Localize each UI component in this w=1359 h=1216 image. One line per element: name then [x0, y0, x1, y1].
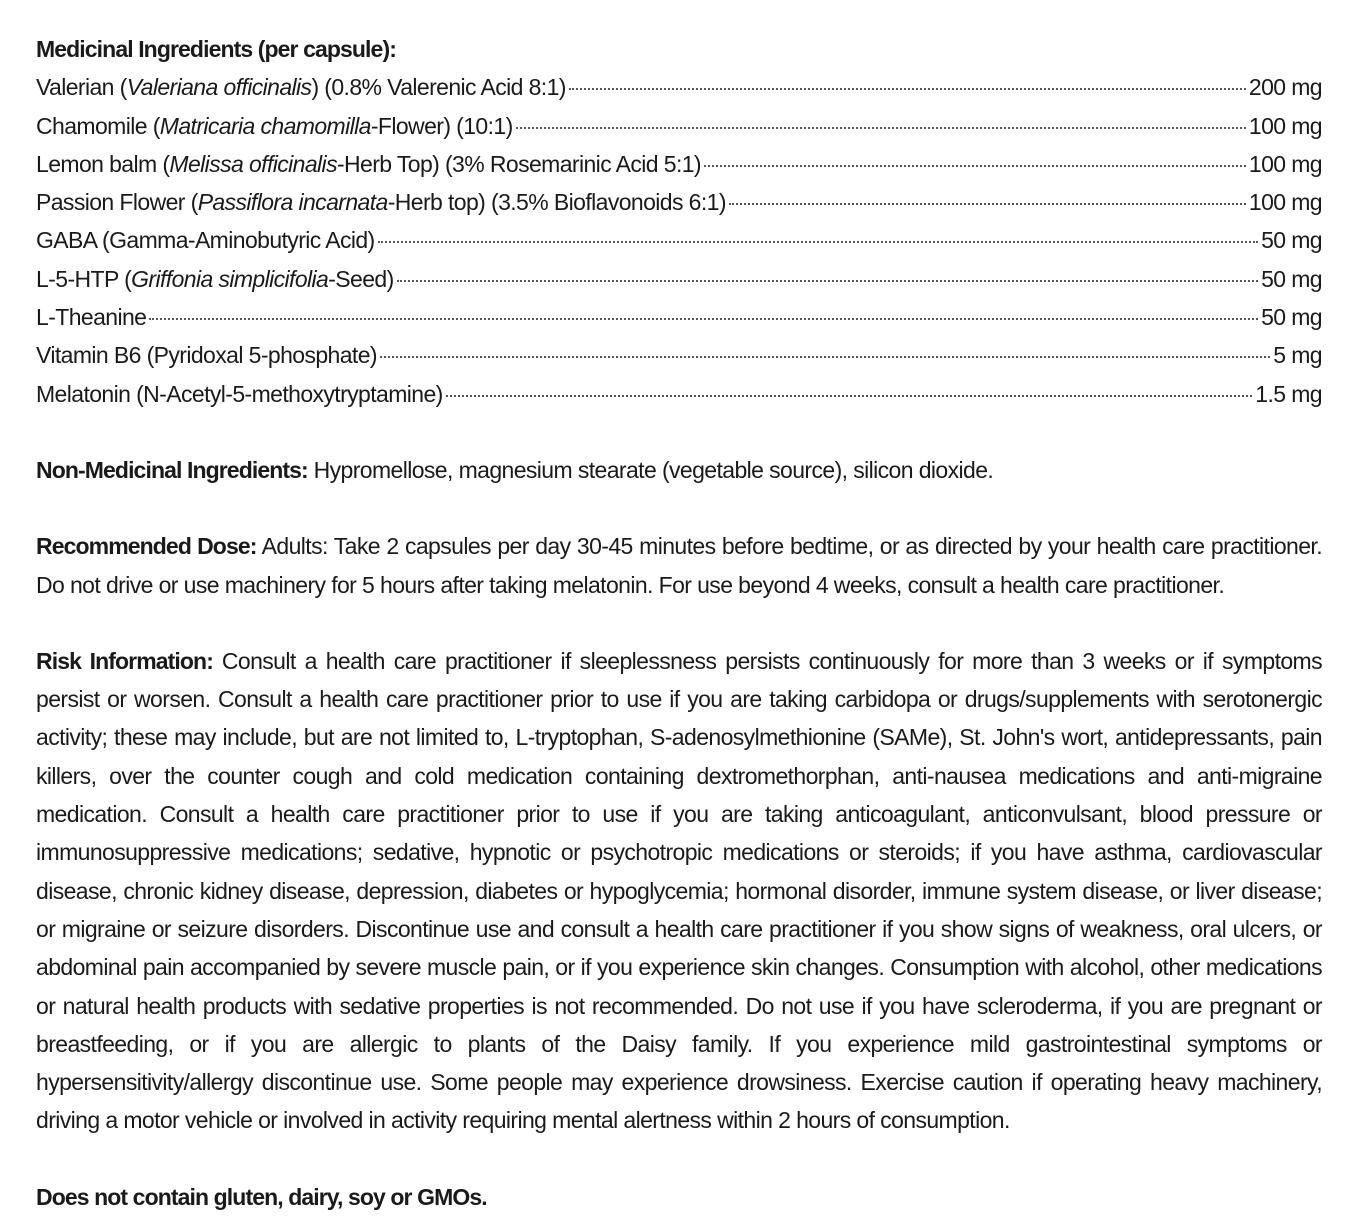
- risk-information-text: Consult a health care practitioner if sleeplessness persists continuously for more than 3 weeks or if symptoms persist or worsen. Consult a health care practitioner prior to use if you are taking carbidopa or drugs/supplements with serotonergic activity; these may include, but are not limited to, L-tryptophan, S-adenosylmethionine (SAMe), St. John's wort, antidepressants, pain killers, over the counter cough and cold medication containing dextromethorphan, anti-nausea medications and anti-migraine medication. Consult a health care practitioner prior to use if you are taking anticoagulant, anticonvulsant, blood pressure or immunosuppressive medications; sedative, hypnotic or psychotropic medications or steroids; if you have asthma, cardiovascular disease, chronic kidney disease, depression, diabetes or hypoglycemia; hormonal disorder, immune system disease, or liver disease; or migraine or seizure disorders. Discontinue use and consult a health care practitioner if you show signs of weakness, oral ulcers, or abdominal pain accompanied by severe muscle pain, or if you experience skin changes. Consumption with alcohol, other medications or natural health products with sedative properties is not recommended. Do not use if you have scleroderma, if you are pregnant or breastfeeding, or if you are allergic to plants of the Daisy family. If you experience mild gastrointestinal symptoms or hypersensitivity/allergy discontinue use. Some people may experience drowsiness. Exercise caution if operating heavy machinery, driving a motor vehicle or involved in activity requiring mental alertness within 2 hours of consumption.: [36, 647, 1323, 1134]
- dot-leader: [704, 165, 1246, 167]
- ingredient-amount: 50 mg: [1261, 265, 1322, 292]
- ingredient-row: [36, 336, 1322, 374]
- dot-leader: [446, 395, 1253, 397]
- ingredient-amount: 100 mg: [1248, 150, 1322, 177]
- non-medicinal-text: Hypromellose, magnesium stearate (vegetable source), silicon dioxide.: [307, 456, 994, 483]
- ingredient-amount: 200 mg: [1248, 74, 1322, 101]
- ingredient-name: L-Theanine: [36, 304, 147, 331]
- ingredient-amount: 100 mg: [1248, 112, 1322, 139]
- ingredient-name: GABA (Gamma-Aminobutyric Acid): [36, 227, 375, 254]
- ingredient-name: L-5-HTP (Griffonia simplicifolia-Seed): [36, 265, 394, 292]
- ingredient-amount: 50 mg: [1261, 227, 1322, 254]
- ingredient-row: [36, 107, 1322, 145]
- recommended-dose: [36, 527, 1322, 604]
- spacer: [36, 413, 1322, 451]
- medicinal-ingredients-heading: Medicinal Ingredients (per capsule):: [36, 36, 396, 62]
- ingredient-amount: 5 mg: [1273, 342, 1322, 369]
- ingredient-row: [36, 68, 1322, 106]
- dot-leader: [516, 127, 1246, 129]
- ingredient-name: Chamomile (Matricaria chamomilla-Flower) (10:1): [36, 112, 513, 139]
- ingredient-row: [36, 183, 1322, 221]
- dot-leader: [380, 356, 1270, 358]
- spacer: [36, 1140, 1322, 1178]
- ingredient-amount: 50 mg: [1261, 304, 1322, 331]
- recommended-dose-text: Adults: Take 2 capsules per day 30-45 minutes before bedtime, or as directed by your health care practitioner. Do not drive or use machinery for 5 hours after taking melatonin. For use beyond 4 weeks, consult a health care practitioner.: [36, 533, 1322, 598]
- recommended-dose-label: Recommended Dose:: [36, 533, 257, 560]
- risk-information-label: Risk Information:: [36, 647, 213, 674]
- medicinal-ingredients-list: [36, 68, 1322, 413]
- ingredient-row: [36, 145, 1322, 183]
- ingredient-name: Vitamin B6 (Pyridoxal 5-phosphate): [36, 342, 377, 369]
- risk-information: [36, 642, 1322, 1140]
- dot-leader: [569, 88, 1246, 90]
- non-medicinal-ingredients: [36, 451, 1322, 489]
- dot-leader: [397, 280, 1258, 282]
- dot-leader: [729, 203, 1246, 205]
- dot-leader: [149, 318, 1258, 320]
- ingredient-amount: 100 mg: [1248, 189, 1322, 216]
- allergen-statement: Does not contain gluten, dairy, soy or GMOs.: [36, 1183, 487, 1210]
- ingredient-row: [36, 375, 1322, 413]
- ingredient-row: [36, 298, 1322, 336]
- non-medicinal-label: Non-Medicinal Ingredients:: [36, 456, 308, 483]
- ingredient-row: [36, 221, 1322, 259]
- ingredient-name: Lemon balm (Melissa officinalis-Herb Top) (3% Rosemarinic Acid 5:1): [36, 150, 701, 177]
- ingredient-name: Passion Flower (Passiflora incarnata-Herb top) (3.5% Bioflavonoids 6:1): [36, 189, 726, 216]
- dot-leader: [378, 241, 1258, 243]
- spacer: [36, 604, 1322, 642]
- ingredient-name: Melatonin (N-Acetyl-5-methoxytryptamine): [36, 380, 443, 407]
- ingredient-row: [36, 260, 1322, 298]
- ingredient-amount: 1.5 mg: [1255, 380, 1322, 407]
- ingredient-name: Valerian (Valeriana officinalis) (0.8% Valerenic Acid 8:1): [36, 74, 566, 101]
- spacer: [36, 489, 1322, 527]
